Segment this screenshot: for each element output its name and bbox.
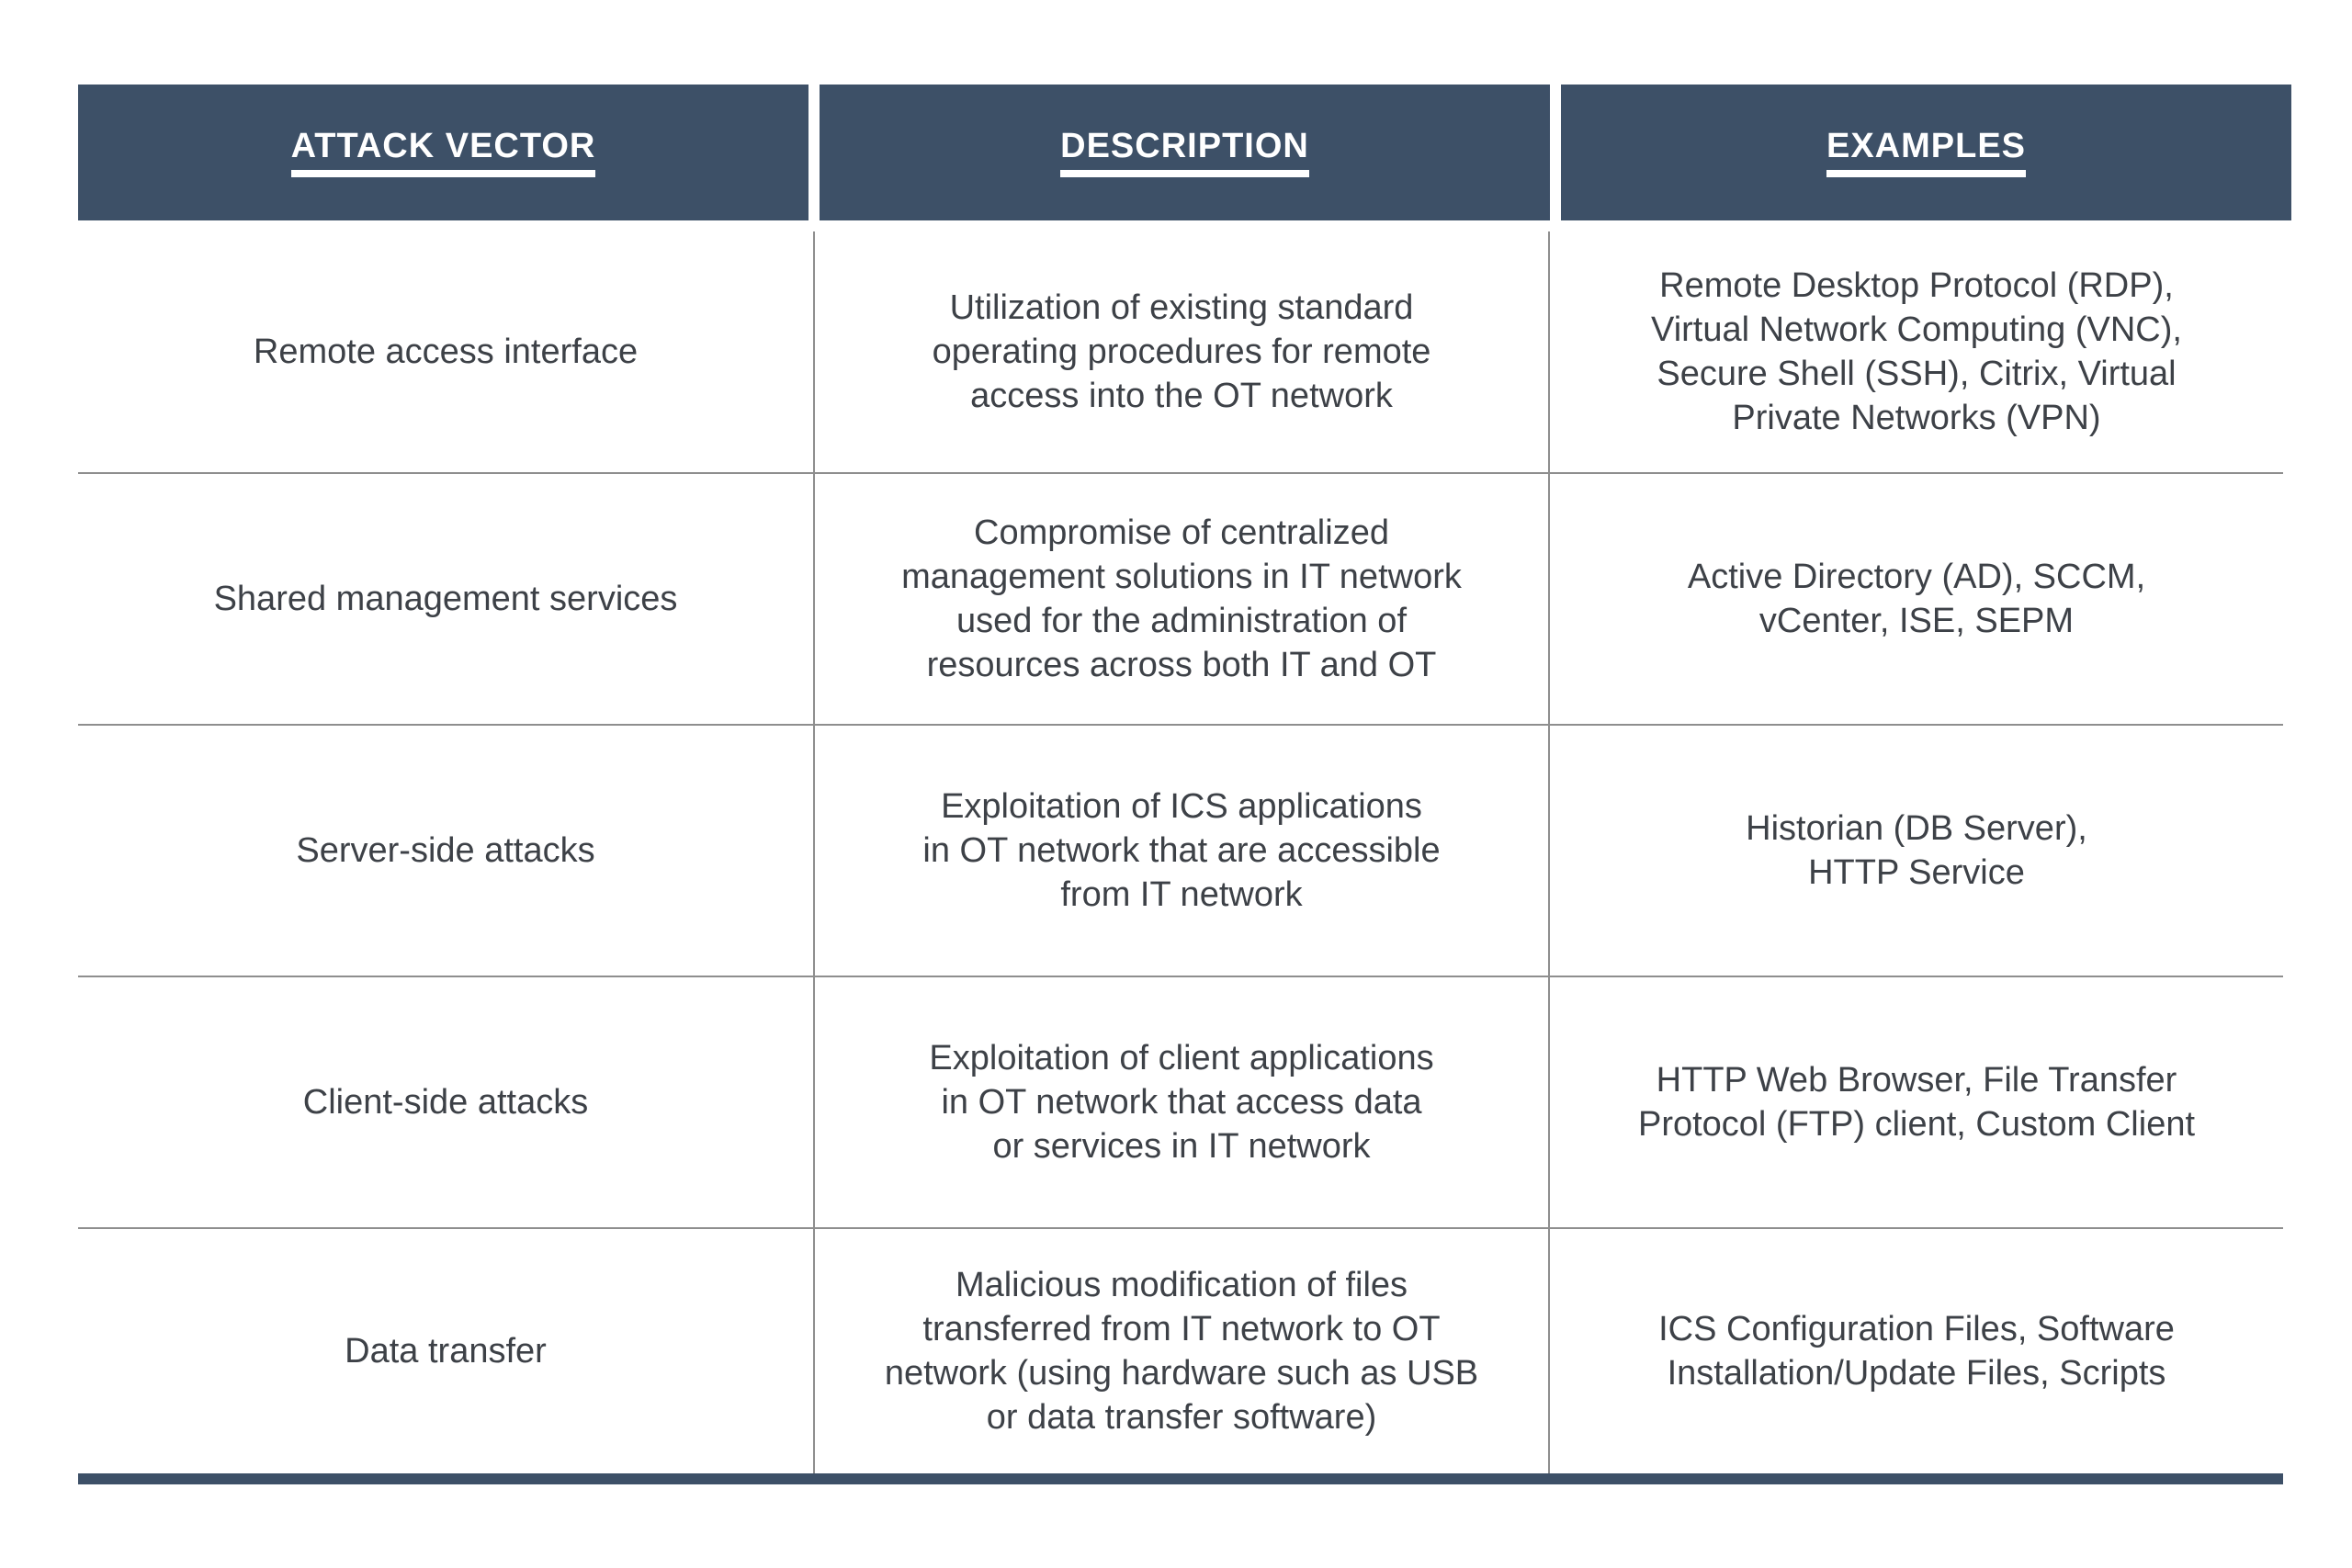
header-label: DESCRIPTION — [1060, 128, 1309, 177]
vector-cell — [78, 1229, 813, 1473]
table-header — [78, 85, 2283, 220]
table-row — [78, 724, 2283, 976]
description-text: Utilization of existing standard operating procedures for remote access into the OT network — [932, 288, 1431, 415]
vector-cell — [78, 231, 813, 472]
vector-cell — [78, 474, 813, 724]
vector-text: Shared management services — [213, 580, 678, 618]
table-row — [78, 976, 2283, 1227]
examples-text: Remote Desktop Protocol (RDP), Virtual Network Computing (VNC), Secure Shell (SSH), Citrix, Virtual Private Networks (VPN) — [1651, 266, 2182, 437]
examples-cell — [1548, 1229, 2283, 1473]
examples-text: Historian (DB Server), HTTP Service — [1746, 809, 2087, 892]
description-cell — [813, 231, 1548, 472]
examples-cell — [1548, 231, 2283, 472]
vector-text: Data transfer — [345, 1332, 547, 1371]
header-label: EXAMPLES — [1826, 128, 2026, 177]
description-cell — [813, 977, 1548, 1227]
description-cell — [813, 1229, 1548, 1473]
vector-text: Server-side attacks — [296, 831, 595, 870]
table-row — [78, 231, 2283, 472]
vector-text: Client-side attacks — [302, 1083, 589, 1122]
vector-text: Remote access interface — [253, 333, 639, 371]
table-bottom-rule — [78, 1473, 2283, 1484]
examples-cell — [1548, 474, 2283, 724]
description-cell — [813, 474, 1548, 724]
table-row — [78, 472, 2283, 724]
examples-text: ICS Configuration Files, Software Installation/Update Files, Scripts — [1658, 1310, 2175, 1393]
examples-text: Active Directory (AD), SCCM, vCenter, ISE, SEPM — [1687, 558, 2146, 640]
header-cell-description — [820, 85, 1550, 220]
description-text: Malicious modification of files transferred from IT network to OT network (using hardware such as USB or data transfer software) — [884, 1266, 1479, 1437]
description-text: Compromise of centralized management solutions in IT network used for the administration of resources across both IT and OT — [901, 513, 1462, 684]
header-label: ATTACK VECTOR — [291, 128, 596, 177]
table-body — [78, 231, 2283, 1473]
examples-cell — [1548, 977, 2283, 1227]
description-text: Exploitation of ICS applications in OT network that are accessible from IT network — [922, 787, 1441, 914]
attack-vector-table — [78, 85, 2283, 1484]
description-text: Exploitation of client applications in OT network that access data or services in IT network — [929, 1039, 1434, 1166]
examples-cell — [1548, 726, 2283, 976]
vector-cell — [78, 726, 813, 976]
description-cell — [813, 726, 1548, 976]
table-row — [78, 1227, 2283, 1473]
header-cell-examples — [1561, 85, 2291, 220]
examples-text: HTTP Web Browser, File Transfer Protocol (FTP) client, Custom Client — [1637, 1061, 2196, 1144]
header-cell-attack-vector — [78, 85, 808, 220]
vector-cell — [78, 977, 813, 1227]
